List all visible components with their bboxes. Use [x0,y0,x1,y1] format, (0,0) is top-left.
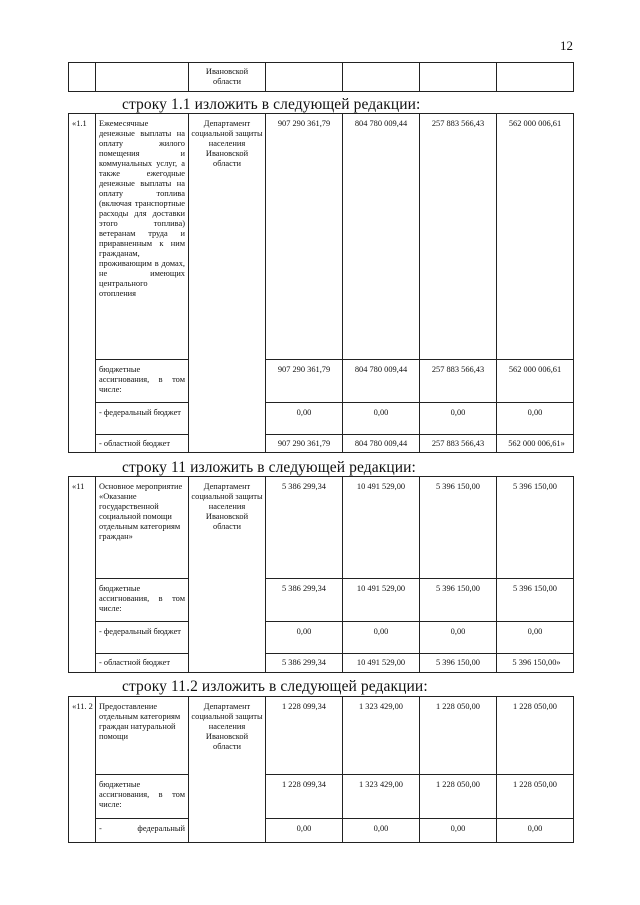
value-cell [343,622,420,654]
name-cell [96,579,189,622]
value: 5 396 150,00» [512,658,561,667]
value: 5 386 299,34 [282,584,326,593]
value-cell [420,622,497,654]
value-cell [343,819,420,843]
value-cell [343,775,420,819]
value: 257 883 566,43 [431,365,485,374]
value-cell [497,819,574,843]
value: 907 290 361,79 [277,365,331,374]
row-label: бюджетные ассигнования, в том числе: [99,584,185,613]
name-cell [96,114,189,360]
section-heading: строку 1.1 изложить в следующей редакции: [122,96,421,113]
dept-cell [189,114,266,453]
value-cell [266,819,343,843]
value: 562 000 006,61 [508,119,562,128]
value-cell [497,435,574,453]
value: 1 228 050,00 [513,780,557,789]
dept-text: Ивановской области [205,67,249,86]
value: 0,00 [373,408,389,417]
value: 0,00 [373,627,389,636]
value: 804 780 009,44 [354,119,408,128]
value-cell [420,819,497,843]
row-label: - областной бюджет [99,658,171,667]
row-number-cell [69,477,96,673]
value: 5 396 150,00 [513,584,557,593]
item-name: Предоставление отдельным категориям граждан натуральной помощи [99,702,181,741]
page-number: 12 [560,38,573,53]
dept-text: Департамент социальной защиты населения Ивановской области [191,119,263,168]
value: 1 228 050,00 [436,780,480,789]
value: 257 883 566,43 [431,439,485,448]
value-cell [343,114,420,360]
value: 0,00 [450,824,466,833]
value: 10 491 529,00 [356,584,406,593]
value: 1 228 050,00 [436,702,480,711]
value-cell [266,435,343,453]
value-cell [420,579,497,622]
value-cell [420,435,497,453]
value-cell [497,114,574,360]
value: 907 290 361,79 [277,439,331,448]
value-cell [266,579,343,622]
value: 804 780 009,44 [354,365,408,374]
name-cell [96,360,189,403]
dept-text: Департамент социальной защиты населения Ивановской области [191,702,263,751]
row-number: «1.1 [72,119,87,128]
section3-table [68,696,574,843]
value: 5 396 150,00 [436,584,480,593]
row-label: - федеральный бюджет [99,408,181,417]
value: 0,00 [450,408,466,417]
value: 257 883 566,43 [431,119,485,128]
top-fragment-table [68,62,574,92]
value-cell [497,403,574,435]
name-cell [96,697,189,775]
value-cell [343,697,420,775]
section2-table [68,476,574,673]
value-cell [420,360,497,403]
dept-cell [189,697,266,843]
value: 0,00 [296,408,312,417]
value-cell [420,697,497,775]
item-name: Основное мероприятие «Оказание государственной социальной помощи отдельным категориям граждан» [99,482,183,541]
section-heading: строку 11.2 изложить в следующей редакции: [122,678,428,695]
cell-empty [420,63,497,92]
value-cell [266,403,343,435]
name-cell [96,477,189,579]
cell-empty [69,63,96,92]
value: 1 323 429,00 [359,780,403,789]
value: 5 396 150,00 [436,482,480,491]
row-number-cell [69,697,96,843]
value: 1 228 099,34 [282,780,326,789]
name-cell [96,403,189,435]
value-cell [420,403,497,435]
value: 562 000 006,61» [508,439,565,448]
row-label: - федеральный бюджет [99,627,181,636]
value-cell [497,579,574,622]
value-cell [266,114,343,360]
value: 1 228 050,00 [513,702,557,711]
name-cell [96,654,189,673]
value-cell [497,477,574,579]
value: 5 386 299,34 [282,658,326,667]
value-cell [266,654,343,673]
row-number: «11 [72,482,85,491]
value-cell [266,775,343,819]
value-cell [343,403,420,435]
value-cell [420,114,497,360]
value: 0,00 [296,627,312,636]
row-label: - областной бюджет [99,439,171,448]
value-cell [497,360,574,403]
cell-empty [343,63,420,92]
value: 0,00 [373,824,389,833]
name-cell [96,435,189,453]
value-cell [343,435,420,453]
dept-text: Департамент социальной защиты населения Ивановской области [191,482,263,531]
value-cell [343,579,420,622]
value: 1 228 099,34 [282,702,326,711]
name-cell [96,622,189,654]
value: 5 396 150,00 [513,482,557,491]
value-cell [343,477,420,579]
dept-cell [189,63,266,92]
cell-empty [497,63,574,92]
value-cell [420,654,497,673]
value-cell [266,360,343,403]
value-cell [497,697,574,775]
value: 0,00 [450,627,466,636]
value: 5 396 150,00 [436,658,480,667]
name-cell [96,775,189,819]
row-label: бюджетные ассигнования, в том числе: [99,780,185,809]
value-cell [343,654,420,673]
value: 10 491 529,00 [356,658,406,667]
value: 0,00 [527,627,543,636]
value: 0,00 [527,408,543,417]
value-cell [420,477,497,579]
value-cell [497,775,574,819]
value-cell [266,697,343,775]
section-heading: строку 11 изложить в следующей редакции: [122,459,416,476]
value-cell [266,622,343,654]
value: 1 323 429,00 [359,702,403,711]
value-cell [497,654,574,673]
value-cell [266,477,343,579]
row-number: «11. 2 [72,702,93,711]
row-label: - федеральный [99,824,185,833]
value-cell [420,775,497,819]
value: 907 290 361,79 [277,119,331,128]
value-cell [497,622,574,654]
name-cell [96,819,189,843]
row-number-cell [69,114,96,453]
item-name: Ежемесячные денежные выплаты на оплату жилого помещения и коммунальных услуг, а также ежегодные денежные выплаты на оплату топлива (включая транспортные расходы для доставки этого топлива) ветеранам труда и приравненным к ним гражданам, проживающим в домах, не имеющих центрального отопления [99,119,185,298]
section1-table [68,113,574,453]
value: 562 000 006,61 [508,365,562,374]
value: 5 386 299,34 [282,482,326,491]
cell-empty [96,63,189,92]
value: 0,00 [296,824,312,833]
dept-cell [189,477,266,673]
value: 0,00 [527,824,543,833]
value: 10 491 529,00 [356,482,406,491]
value: 804 780 009,44 [354,439,408,448]
cell-empty [266,63,343,92]
value-cell [343,360,420,403]
row-label: бюджетные ассигнования, в том числе: [99,365,185,394]
